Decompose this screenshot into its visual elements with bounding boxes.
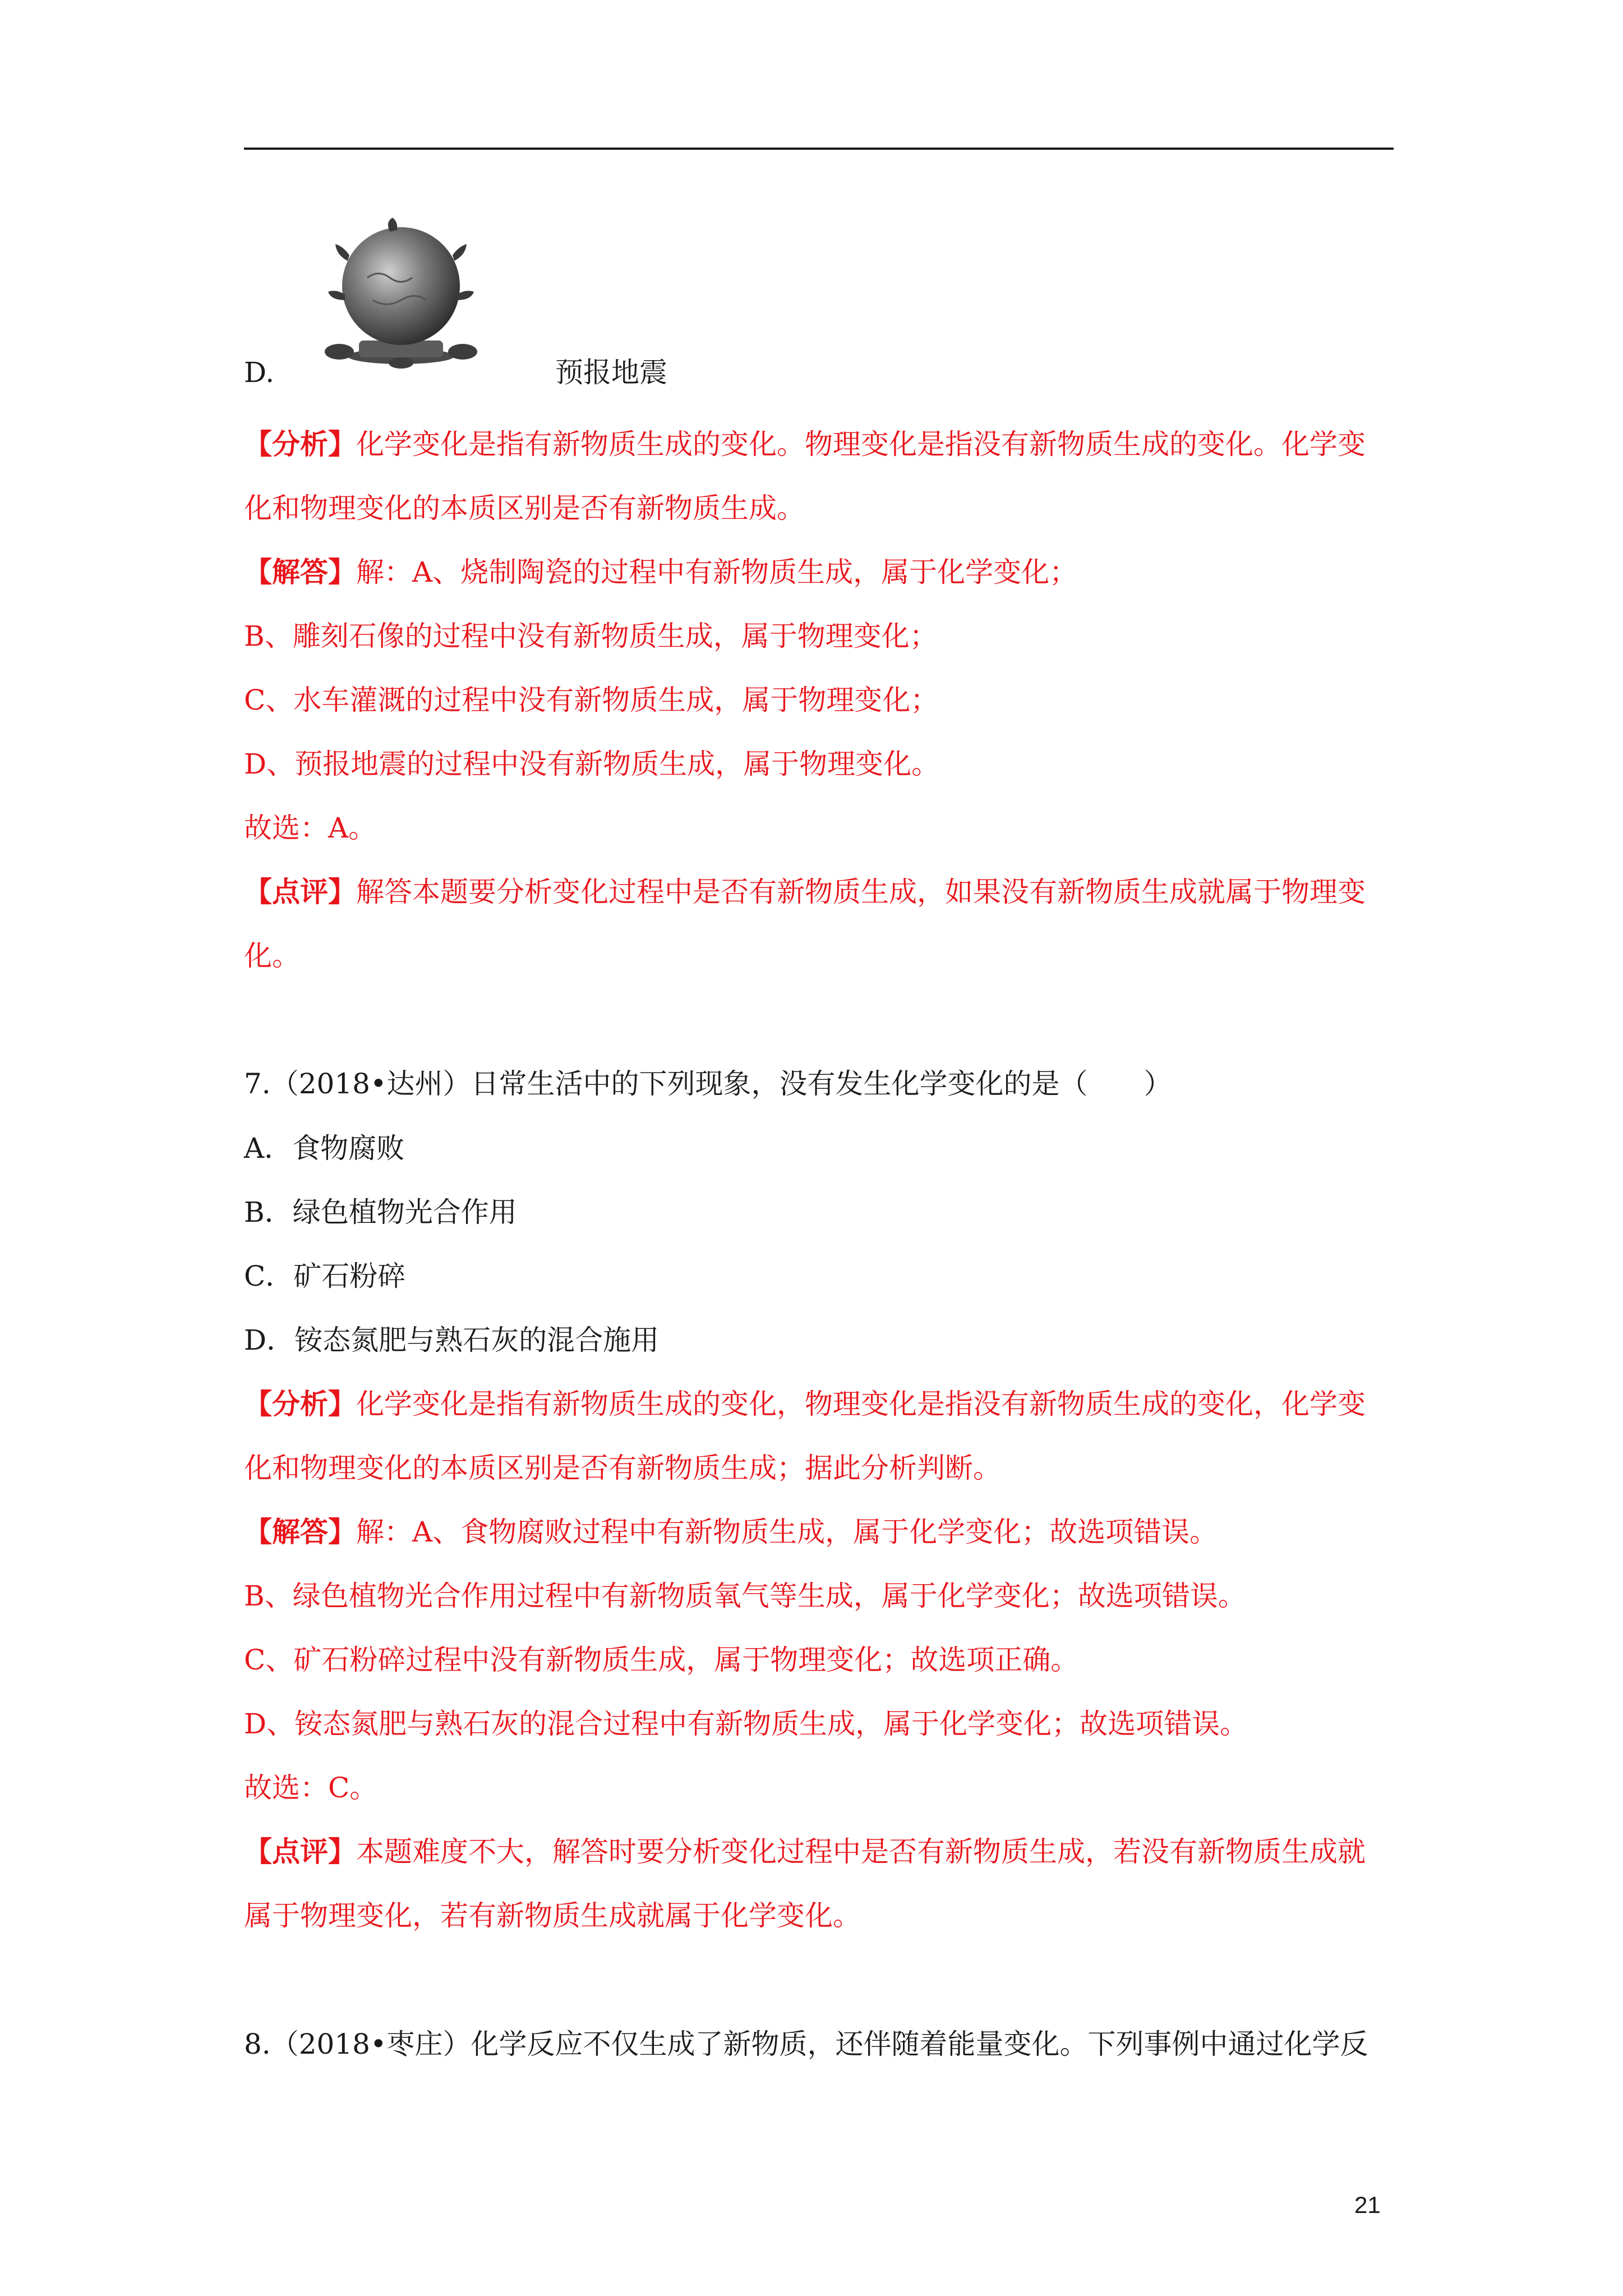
q7-answer-line4: D、铵态氮肥与熟石灰的混合过程中有新物质生成，属于化学变化；故选项错误。: [244, 1708, 1248, 1740]
q7-option-a: A．食物腐败: [244, 1132, 405, 1165]
header-rule: [244, 148, 1394, 150]
q7-stem: 7.（2018•达州）日常生活中的下列现象，没有发生化学变化的是（ ）: [244, 1068, 1172, 1100]
q7-option-b: B．绿色植物光合作用: [244, 1196, 517, 1228]
q7-option-c: C．矿石粉碎: [244, 1260, 406, 1292]
answer-tag: 【解答】: [244, 555, 356, 588]
q6-comment-line2: 化。: [244, 940, 300, 972]
q6-choice: 故选：A。: [244, 812, 377, 844]
q6-answer-line2: B、雕刻石像的过程中没有新物质生成，属于物理变化；: [244, 620, 938, 652]
q7-answer-line2: B、绿色植物光合作用过程中有新物质氧气等生成，属于化学变化；故选项错误。: [244, 1580, 1246, 1612]
q7-comment-line2: 属于物理变化，若有新物质生成就属于化学变化。: [244, 1899, 861, 1932]
page-number: 21: [1354, 2192, 1381, 2218]
q7-comment-line1: 【点评】本题难度不大，解答时要分析变化过程中是否有新物质生成，若没有新物质生成就: [244, 1835, 1366, 1868]
analysis-tag: 【分析】: [244, 427, 356, 461]
q7-answer-line3: C、矿石粉碎过程中没有新物质生成，属于物理变化；故选项正确。: [244, 1644, 1079, 1676]
analysis-tag: 【分析】: [244, 1387, 356, 1420]
q6-answer-line1: 【解答】解：A、烧制陶瓷的过程中有新物质生成，属于化学变化；: [244, 555, 1078, 588]
q8-stem: 8.（2018•枣庄）化学反应不仅生成了新物质，还伴随着能量变化。下列事例中通过化学反: [244, 2028, 1368, 2060]
q6-answer-line4: D、预报地震的过程中没有新物质生成，属于物理变化。: [244, 748, 940, 780]
seismograph-image: [322, 216, 479, 373]
comment-tag: 【点评】: [244, 1835, 356, 1868]
q7-option-d: D．铵态氮肥与熟石灰的混合施用: [244, 1324, 660, 1356]
q6-analysis-line1: 【分析】化学变化是指有新物质生成的变化。物理变化是指没有新物质生成的变化。化学变: [244, 427, 1366, 461]
option-d-caption: 预报地震: [555, 356, 667, 389]
q6-analysis-line2: 化和物理变化的本质区别是否有新物质生成。: [244, 492, 805, 524]
q7-analysis-line1: 【分析】化学变化是指有新物质生成的变化，物理变化是指没有新物质生成的变化，化学变: [244, 1387, 1366, 1420]
q6-comment-line1: 【点评】解答本题要分析变化过程中是否有新物质生成，如果没有新物质生成就属于物理变: [244, 875, 1366, 908]
q7-analysis-line2: 化和物理变化的本质区别是否有新物质生成；据此分析判断。: [244, 1452, 1001, 1484]
comment-tag: 【点评】: [244, 875, 356, 908]
option-d-letter: D.: [244, 356, 275, 389]
q7-answer-line1: 【解答】解：A、食物腐败过程中有新物质生成，属于化学变化；故选项错误。: [244, 1515, 1218, 1548]
q6-answer-line3: C、水车灌溉的过程中没有新物质生成，属于物理变化；: [244, 684, 939, 716]
q7-choice: 故选：C。: [244, 1772, 378, 1804]
answer-tag: 【解答】: [244, 1515, 356, 1548]
